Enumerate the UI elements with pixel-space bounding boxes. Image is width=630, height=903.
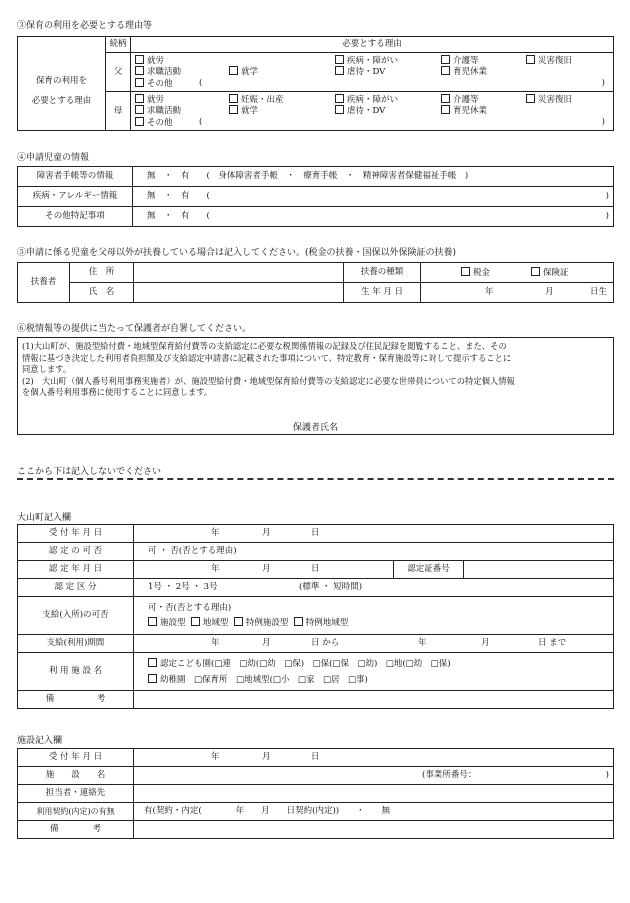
handbook-label: 障害者手帳等の情報 <box>18 167 133 187</box>
supporter-table <box>17 262 614 303</box>
birthdate-label: 生 年 月 日 <box>344 283 421 303</box>
father-childcare-leave-checkbox[interactable] <box>441 66 450 75</box>
mother-study-checkbox[interactable] <box>229 105 238 114</box>
name-field[interactable] <box>134 283 344 303</box>
facility-name-field[interactable]: (事業所番号： ) <box>134 767 614 785</box>
mother-pregnancy-checkbox[interactable] <box>229 94 238 103</box>
mother-illness-checkbox[interactable] <box>335 94 344 103</box>
notes-label: その他特記事項 <box>18 207 133 227</box>
reason-header: 必要とする理由 <box>131 37 614 53</box>
town-section-title: 大山町記入欄 <box>17 513 72 523</box>
approval-date[interactable]: 年 月 日 <box>134 561 394 579</box>
support-type-options: 税金 保険証 <box>421 263 614 283</box>
certified-center-checkbox[interactable] <box>148 658 157 667</box>
allergy-label: 疾病・アレルギー情報 <box>18 187 133 207</box>
father-reasons: 就労 疾病・障がい 介護等 災害復旧 求職活動 就学 虐待・DV 育児休業 その他 ( ) <box>131 53 614 92</box>
signature-label: 保護者氏名 <box>293 423 339 433</box>
name-label: 氏 名 <box>70 283 134 303</box>
type-facility-checkbox[interactable] <box>148 617 157 626</box>
allergy-value[interactable]: 無 ・ 有 ( ) <box>133 187 614 207</box>
section4-title: ④申請児童の情報 <box>17 153 90 163</box>
facility-remarks-field[interactable] <box>134 821 614 839</box>
contact-field[interactable] <box>134 785 614 803</box>
supporter-label: 扶養者 <box>18 263 70 303</box>
contract-label: 利用契約(内定)の有無 <box>18 803 134 821</box>
facility-table <box>17 748 614 839</box>
mother-care-checkbox[interactable] <box>441 94 450 103</box>
do-not-fill-text: ここから下は記入しないでください <box>17 467 162 477</box>
handbook-value[interactable]: 無 ・ 有 ( 身体障害者手帳 ・ 療育手帳 ・ 精神障害者保健福祉手帳 ) <box>133 167 614 187</box>
reason-row-label: 保育の利用を 必要とする理由 <box>18 53 106 131</box>
father-jobhunt-checkbox[interactable] <box>135 66 144 75</box>
insurance-checkbox[interactable] <box>531 267 540 276</box>
cert-no-label: 認定証番号 <box>394 561 464 579</box>
cut-line <box>17 478 614 480</box>
mother-childcare-leave-checkbox[interactable] <box>441 105 450 114</box>
facility-options[interactable]: 認定こども園(□連 □幼(□幼 □保) □保(□保 □幼) □地(□幼 □保) 幼稚園 □保育所 □地域型(□小 □家 □居 □事) <box>134 653 614 691</box>
approval-date-label: 認 定 年 月 日 <box>18 561 134 579</box>
section3-title: ③保育の利用を必要とする理由等 <box>17 21 153 31</box>
mother-label: 母 <box>106 92 131 131</box>
section6-title: ⑥税情報等の提供に当たって保護者が自署してください。 <box>17 324 252 334</box>
facility-receipt-date[interactable]: 年 月 日 <box>134 749 614 767</box>
town-receipt-date[interactable]: 年 月 日 <box>134 525 614 543</box>
town-remarks-label: 備 考 <box>18 691 134 709</box>
notes-value[interactable]: 無 ・ 有 ( ) <box>133 207 614 227</box>
type-regional-checkbox[interactable] <box>191 617 200 626</box>
section5-title: ⑤申請に係る児童を父母以外が扶養している場合は記入してください。(税金の扶養・国保以外保険証の扶養) <box>17 248 457 258</box>
address-label: 住 所 <box>70 263 134 283</box>
kindergarten-checkbox[interactable] <box>148 674 157 683</box>
facility-section-title: 施設記入欄 <box>17 736 63 746</box>
address-field[interactable] <box>134 263 344 283</box>
tax-checkbox[interactable] <box>461 267 470 276</box>
approval-label: 認 定 の 可 否 <box>18 543 134 561</box>
facility-remarks-label: 備 考 <box>18 821 134 839</box>
relation-header: 続柄 <box>106 37 131 53</box>
mother-other-checkbox[interactable] <box>135 117 144 126</box>
father-illness-checkbox[interactable] <box>335 55 344 64</box>
payment-label: 支給(入所)の可否 <box>18 597 134 635</box>
father-disaster-checkbox[interactable] <box>526 55 535 64</box>
period-value[interactable]: 年 月 日 から 年 月 日 まで <box>134 635 614 653</box>
type-special-regional-checkbox[interactable] <box>294 617 303 626</box>
category-value[interactable]: 1号 ・ 2号 ・ 3号 (標準 ・ 短時間) <box>134 579 614 597</box>
period-label: 支給(利用)期間 <box>18 635 134 653</box>
facility-label: 利 用 施 設 名 <box>18 653 134 691</box>
birthdate-field[interactable]: 年 月 日生 <box>421 283 614 303</box>
category-label: 認 定 区 分 <box>18 579 134 597</box>
cert-no-field[interactable] <box>464 561 614 579</box>
type-special-facility-checkbox[interactable] <box>234 617 243 626</box>
reason-table <box>17 36 614 131</box>
mother-work-checkbox[interactable] <box>135 94 144 103</box>
father-other-checkbox[interactable] <box>135 78 144 87</box>
mother-disaster-checkbox[interactable] <box>526 94 535 103</box>
contract-value[interactable]: 有(契約・内定( 年 月 日契約(内定)) ・ 無 <box>134 803 614 821</box>
support-type-label: 扶養の種類 <box>344 263 421 283</box>
consent-box <box>17 337 614 435</box>
father-work-checkbox[interactable] <box>135 55 144 64</box>
consent-text: (1)大山町が、施設型給付費・地域型保育給付費等の支給認定に必要な税関係情報の記録及び住民記録を閲覧すること、また、その 情報に基づき決定した利用者負担額及び支給認定申請書に記載された事項について、特定教育・保育施設等に対して提示することに 同意します。 (2) 大山町（個人番号利用事務実施者）が、施設型給付費・地域型保育給付費等の支給認定に必要な世帯員についての特定個人情報 を個人番号利用事務に使用することに同意します。 <box>22 341 515 397</box>
town-table <box>17 524 614 709</box>
child-info-table <box>17 166 614 227</box>
town-receipt-label: 受 付 年 月 日 <box>18 525 134 543</box>
father-label: 父 <box>106 53 131 92</box>
mother-reasons: 就労 妊娠・出産 疾病・障がい 介護等 災害復旧 求職活動 就学 虐待・DV 育児休業 その他 ( ) <box>131 92 614 131</box>
payment-value[interactable]: 可・否(否とする理由) 施設型 地域型 特例施設型 特例地域型 <box>134 597 614 635</box>
approval-value[interactable]: 可 ・ 否(否とする理由) <box>134 543 614 561</box>
father-abuse-checkbox[interactable] <box>335 66 344 75</box>
father-care-checkbox[interactable] <box>441 55 450 64</box>
facility-name-label: 施 設 名 <box>18 767 134 785</box>
father-study-checkbox[interactable] <box>229 66 238 75</box>
mother-abuse-checkbox[interactable] <box>335 105 344 114</box>
facility-receipt-label: 受 付 年 月 日 <box>18 749 134 767</box>
mother-jobhunt-checkbox[interactable] <box>135 105 144 114</box>
contact-label: 担当者・連絡先 <box>18 785 134 803</box>
town-remarks-field[interactable] <box>134 691 614 709</box>
